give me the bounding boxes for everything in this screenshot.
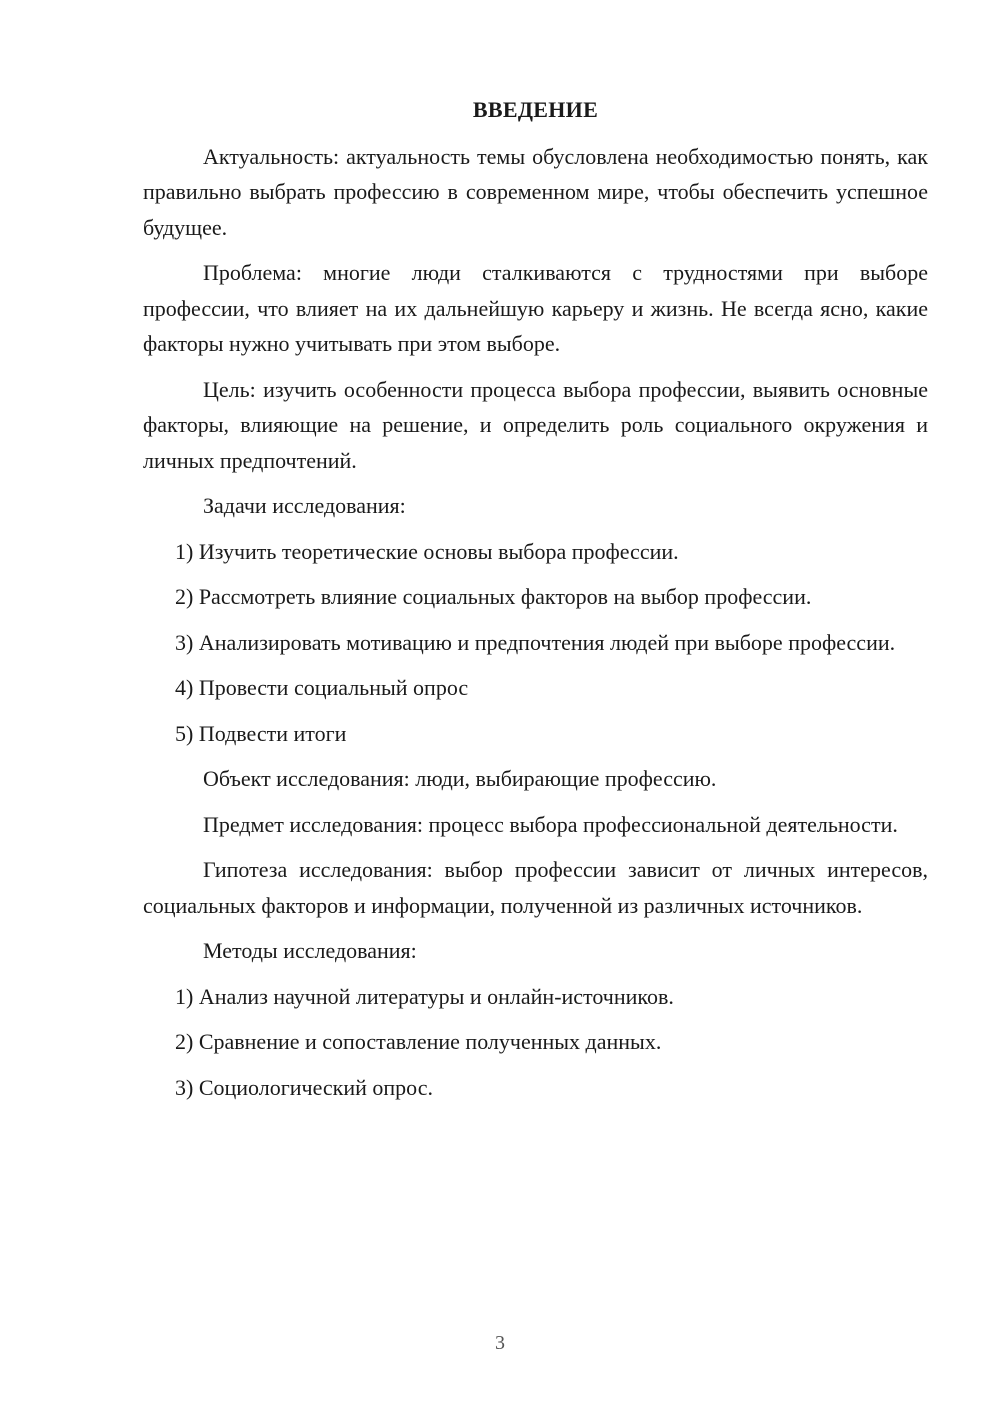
task-item: 4) Провести социальный опрос (175, 675, 469, 700)
subject-paragraph: Предмет исследования: процесс выбора профессиональной деятельности. (203, 811, 898, 837)
document-page (143, 92, 928, 1115)
methods-heading: Методы исследования: (203, 938, 417, 963)
task-item: 2) Рассмотреть влияние социальных факторов на выбор профессии. (175, 584, 812, 609)
page-title: ВВЕДЕНИЕ (472, 97, 599, 122)
tasks-heading: Задачи исследования: (203, 493, 406, 518)
task-item: 1) Изучить теоретические основы выбора профессии. (175, 538, 679, 564)
method-item: 2) Сравнение и сопоставление полученных данных. (175, 1029, 662, 1054)
method-item: 3) Социологический опрос. (175, 1074, 433, 1100)
goal-paragraph: Цель: изучить особенности процесса выбора профессии, выявить основные факторы, влияющие на решение, и определить роль социального окружения и личных предпочтений. (143, 376, 928, 473)
object-paragraph: Объект исследования: люди, выбирающие профессию. (203, 766, 717, 791)
relevance-paragraph: Актуальность: актуальность темы обусловлена необходимостью понять, как правильно выбрать профессию в современном мире, чтобы обеспечить успешное будущее. (143, 143, 928, 240)
task-item: 3) Анализировать мотивацию и предпочтения людей при выборе профессии. (175, 629, 896, 655)
problem-paragraph: Проблема: многие люди сталкиваются с трудностями при выборе профессии, что влияет на их дальнейшую карьеру и жизнь. Не всегда ясно, какие факторы нужно учитывать при этом выборе. (143, 260, 928, 356)
page-number: 3 (495, 1332, 505, 1354)
task-item: 5) Подвести итоги (175, 720, 347, 746)
hypothesis-paragraph: Гипотеза исследования: выбор профессии зависит от личных интересов, социальных факторов и информации, полученной из различных источников. (143, 857, 928, 918)
method-item: 1) Анализ научной литературы и онлайн-источников. (175, 983, 674, 1009)
